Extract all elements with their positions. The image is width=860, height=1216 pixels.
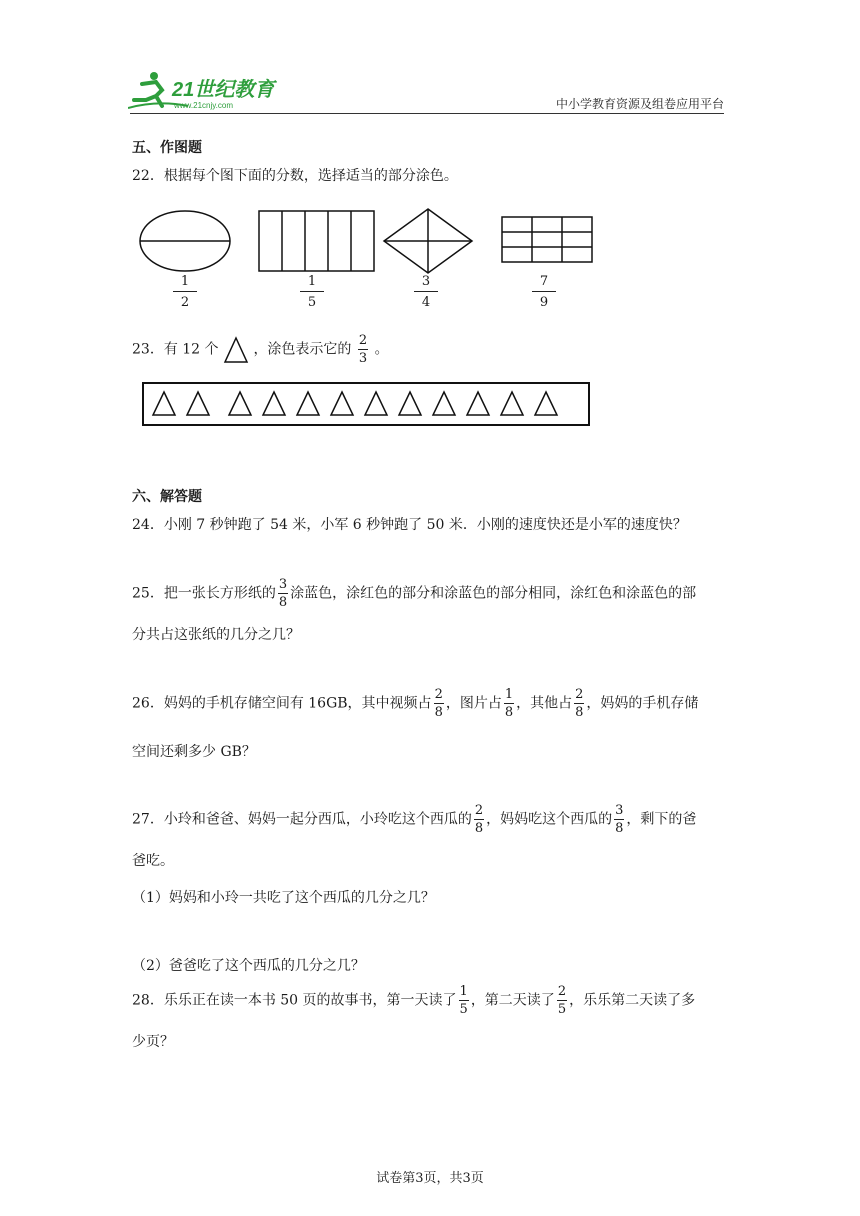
numerator: 3 bbox=[278, 577, 288, 592]
denominator: 5 bbox=[557, 1002, 567, 1017]
q25-text-b: 涂蓝色，涂红色的部分和涂蓝色的部分相同，涂红色和涂蓝色的部 bbox=[290, 585, 697, 602]
triangle-shape bbox=[399, 392, 421, 415]
q26-text-a: 26．妈妈的手机存储空间有 16GB，其中视频占 bbox=[132, 695, 432, 712]
rhombus-figure bbox=[384, 209, 472, 273]
denominator: 5 bbox=[459, 1002, 468, 1017]
question-27-part2: （2）爸爸吃了这个西瓜的几分之几？ bbox=[132, 958, 365, 974]
question-26-cont: 空间还剩多少 GB？ bbox=[132, 744, 256, 760]
question-26 bbox=[132, 688, 698, 719]
question-25 bbox=[132, 578, 696, 609]
triangle-shape bbox=[263, 392, 285, 415]
header-divider bbox=[130, 113, 724, 114]
fraction bbox=[278, 578, 288, 609]
denominator: 9 bbox=[539, 295, 549, 310]
numerator: 3 bbox=[615, 803, 624, 818]
numerator: 1 bbox=[504, 687, 514, 702]
q28-text-b: ，第二天读了 bbox=[470, 992, 555, 1009]
denominator: 8 bbox=[434, 705, 443, 720]
q25-text-a: 25．把一张长方形纸的 bbox=[132, 585, 276, 602]
logo-url: www.21cnjy.com bbox=[174, 101, 233, 110]
rectangle-5-parts-figure bbox=[259, 211, 374, 271]
question-27-cont: 爸吃。 bbox=[132, 853, 174, 869]
denominator: 8 bbox=[575, 705, 584, 720]
grid-9-parts-figure bbox=[502, 217, 592, 262]
fraction-caption bbox=[173, 274, 197, 310]
q23-text-a: 23．有 12 个 bbox=[132, 341, 219, 358]
question-22: 22．根据每个图下面的分数，选择适当的部分涂色。 bbox=[132, 168, 458, 184]
numerator: 2 bbox=[434, 687, 443, 702]
fraction bbox=[614, 804, 624, 835]
numerator: 7 bbox=[532, 274, 556, 292]
q26-text-b: ，图片占 bbox=[445, 695, 502, 712]
fraction bbox=[574, 688, 584, 719]
fraction-caption bbox=[414, 274, 438, 310]
numerator: 2 bbox=[474, 803, 484, 818]
triangle-icon bbox=[223, 336, 249, 364]
platform-title: 中小学教育资源及组卷应用平台 bbox=[555, 97, 724, 111]
numerator: 1 bbox=[173, 274, 197, 292]
page-footer: 试卷第3页，共3页 bbox=[376, 1171, 484, 1186]
q27-text-c: ，剩下的爸 bbox=[626, 811, 697, 828]
question-25-cont: 分共占这张纸的几分之几？ bbox=[132, 627, 300, 643]
logo bbox=[128, 70, 288, 114]
triangle-shape bbox=[297, 392, 319, 415]
triangle-shape bbox=[187, 392, 209, 415]
numerator: 2 bbox=[358, 333, 368, 348]
denominator: 8 bbox=[474, 821, 484, 836]
numerator: 1 bbox=[459, 984, 468, 999]
q28-text-c: ，乐乐第二天读了多 bbox=[569, 992, 696, 1009]
fraction-caption bbox=[300, 274, 324, 310]
triangle-shape bbox=[229, 392, 251, 415]
numerator: 2 bbox=[557, 984, 567, 999]
triangle-shape bbox=[467, 392, 489, 415]
denominator: 8 bbox=[278, 595, 288, 610]
question-24: 24．小刚 7 秒钟跑了 54 米，小军 6 秒钟跑了 50 米．小刚的速度快还是小军的速度快？ bbox=[132, 517, 687, 533]
question-27-part1: （1）妈妈和小玲一共吃了这个西瓜的几分之几？ bbox=[132, 890, 435, 906]
fraction bbox=[434, 688, 444, 719]
logo-text: 21世纪教育 bbox=[172, 79, 275, 101]
ellipse-figure bbox=[140, 211, 230, 271]
denominator: 2 bbox=[180, 295, 190, 310]
fraction bbox=[557, 985, 567, 1016]
q28-text-a: 28．乐乐正在读一本书 50 页的故事书，第一天读了 bbox=[132, 992, 457, 1009]
fraction bbox=[504, 688, 514, 719]
denominator: 5 bbox=[307, 295, 317, 310]
numerator: 2 bbox=[575, 687, 584, 702]
triangles-box bbox=[142, 382, 592, 428]
triangle-shape bbox=[365, 392, 387, 415]
question-23 bbox=[132, 334, 389, 365]
denominator: 3 bbox=[358, 351, 368, 366]
denominator: 4 bbox=[421, 295, 431, 310]
section-title-drawing: 五、作图题 bbox=[132, 140, 202, 156]
triangle-shape bbox=[535, 392, 557, 415]
fraction bbox=[474, 804, 484, 835]
numerator: 3 bbox=[414, 274, 438, 292]
q26-text-d: ，妈妈的手机存储 bbox=[586, 695, 699, 712]
triangle-shape bbox=[433, 392, 455, 415]
q26-text-c: ，其他占 bbox=[516, 695, 573, 712]
question-27 bbox=[132, 804, 696, 835]
denominator: 8 bbox=[615, 821, 624, 836]
triangle-shape bbox=[331, 392, 353, 415]
q27-text-a: 27．小玲和爸爸、妈妈一起分西瓜，小玲吃这个西瓜的 bbox=[132, 811, 472, 828]
q22-figures bbox=[138, 205, 618, 277]
question-28-cont: 少页？ bbox=[132, 1034, 174, 1050]
q23-text-c: 。 bbox=[374, 341, 389, 358]
q23-text-b: ，涂色表示它的 bbox=[253, 341, 352, 358]
fraction bbox=[459, 985, 469, 1016]
triangle-row bbox=[153, 392, 557, 415]
numerator: 1 bbox=[300, 274, 324, 292]
denominator: 8 bbox=[504, 705, 514, 720]
triangle-shape bbox=[501, 392, 523, 415]
question-28 bbox=[132, 985, 695, 1016]
triangle-shape bbox=[153, 392, 175, 415]
fraction bbox=[358, 334, 368, 365]
fraction-caption bbox=[532, 274, 556, 310]
q27-text-b: ，妈妈吃这个西瓜的 bbox=[486, 811, 613, 828]
section-title-solve: 六、解答题 bbox=[132, 489, 202, 505]
